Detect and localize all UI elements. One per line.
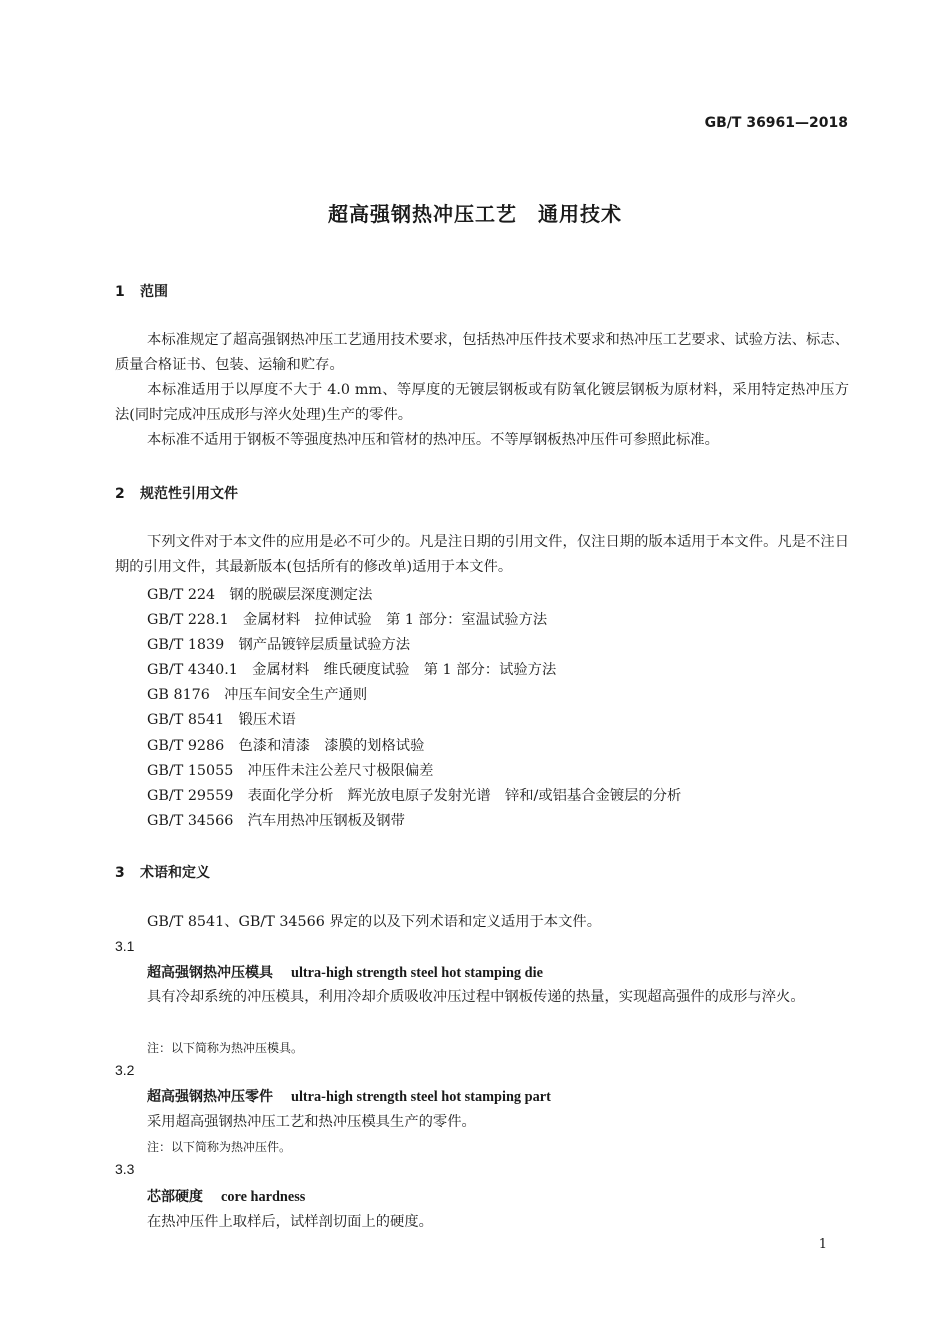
reference-item: GB/T 29559 表面化学分析 辉光放电原子发射光谱 锌和/或铝基合金镀层的分析 — [147, 788, 682, 804]
reference-item: GB/T 228.1 金属材料 拉伸试验 第 1 部分：室温试验方法 — [147, 612, 548, 628]
standard-number: GB/T 36961—2018 — [704, 115, 848, 131]
note: 注：以下简称为热冲压模具。 — [147, 1041, 304, 1055]
section-number: 1 — [115, 284, 125, 300]
clause-number: 3.1 — [115, 938, 135, 954]
section-title: 规范性引用文件 — [140, 486, 238, 502]
reference-item: GB/T 4340.1 金属材料 维氏硬度试验 第 1 部分：试验方法 — [147, 662, 557, 678]
term-entry — [147, 1186, 305, 1206]
term-en: core hardness — [221, 1189, 306, 1205]
clause-number: 3.2 — [115, 1062, 135, 1078]
term-definition: 采用超高强钢热冲压工艺和热冲压模具生产的零件。 — [147, 1114, 476, 1130]
document-title: 超高强钢热冲压工艺 通用技术 — [328, 202, 622, 226]
note: 注：以下简称为热冲压件。 — [147, 1140, 292, 1154]
paragraph: 本标准规定了超高强钢热冲压工艺通用技术要求，包括热冲压件技术要求和热冲压工艺要求、试验方法、标志、质量合格证书、包装、运输和贮存。 — [115, 332, 849, 373]
term-zh: 超高强钢热冲压模具 — [147, 965, 273, 981]
paragraph: 下列文件对于本文件的应用是必不可少的。凡是注日期的引用文件，仅注日期的版本适用于本文件。凡是不注日期的引用文件，其最新版本(包括所有的修改单)适用于本文件。 — [115, 534, 849, 575]
section-title: 术语和定义 — [140, 865, 210, 881]
term-definition: 在热冲压件上取样后，试样剖切面上的硬度。 — [147, 1214, 433, 1230]
term-en: ultra-high strength steel hot stamping die — [291, 965, 543, 981]
section-number: 3 — [115, 865, 125, 881]
term-en: ultra-high strength steel hot stamping part — [291, 1089, 551, 1105]
section-2-heading — [115, 483, 238, 503]
reference-item: GB 8176 冲压车间安全生产通则 — [147, 687, 368, 703]
section-title: 范围 — [140, 284, 168, 300]
reference-item: GB/T 1839 钢产品镀锌层质量试验方法 — [147, 637, 411, 653]
reference-item: GB/T 34566 汽车用热冲压钢板及钢带 — [147, 813, 405, 829]
paragraph: 本标准适用于以厚度不大于 4.0 mm、等厚度的无镀层钢板或有防氧化镀层钢板为原材料，采用特定热冲压方法(同时完成冲压成形与淬火处理)生产的零件。 — [115, 382, 849, 423]
section-number: 2 — [115, 486, 125, 502]
section-3-heading — [115, 862, 210, 882]
reference-item: GB/T 15055 冲压件未注公差尺寸极限偏差 — [147, 763, 434, 779]
reference-item: GB/T 8541 锻压术语 — [147, 712, 296, 728]
term-entry — [147, 1086, 551, 1106]
section-1-heading — [115, 281, 168, 301]
page-number: 1 — [818, 1237, 827, 1252]
reference-item: GB/T 224 钢的脱碳层深度测定法 — [147, 587, 373, 603]
term-entry — [147, 962, 543, 982]
paragraph: GB/T 8541、GB/T 34566 界定的以及下列术语和定义适用于本文件。 — [147, 914, 601, 930]
reference-item: GB/T 9286 色漆和清漆 漆膜的划格试验 — [147, 738, 425, 754]
term-zh: 芯部硬度 — [147, 1189, 203, 1205]
term-zh: 超高强钢热冲压零件 — [147, 1089, 273, 1105]
clause-number: 3.3 — [115, 1161, 135, 1177]
term-definition: 具有冷却系统的冲压模具，利用冷却介质吸收冲压过程中钢板传递的热量，实现超高强件的成形与淬火。 — [147, 989, 805, 1005]
paragraph: 本标准不适用于钢板不等强度热冲压和管材的热冲压。不等厚钢板热冲压件可参照此标准。 — [147, 432, 719, 448]
